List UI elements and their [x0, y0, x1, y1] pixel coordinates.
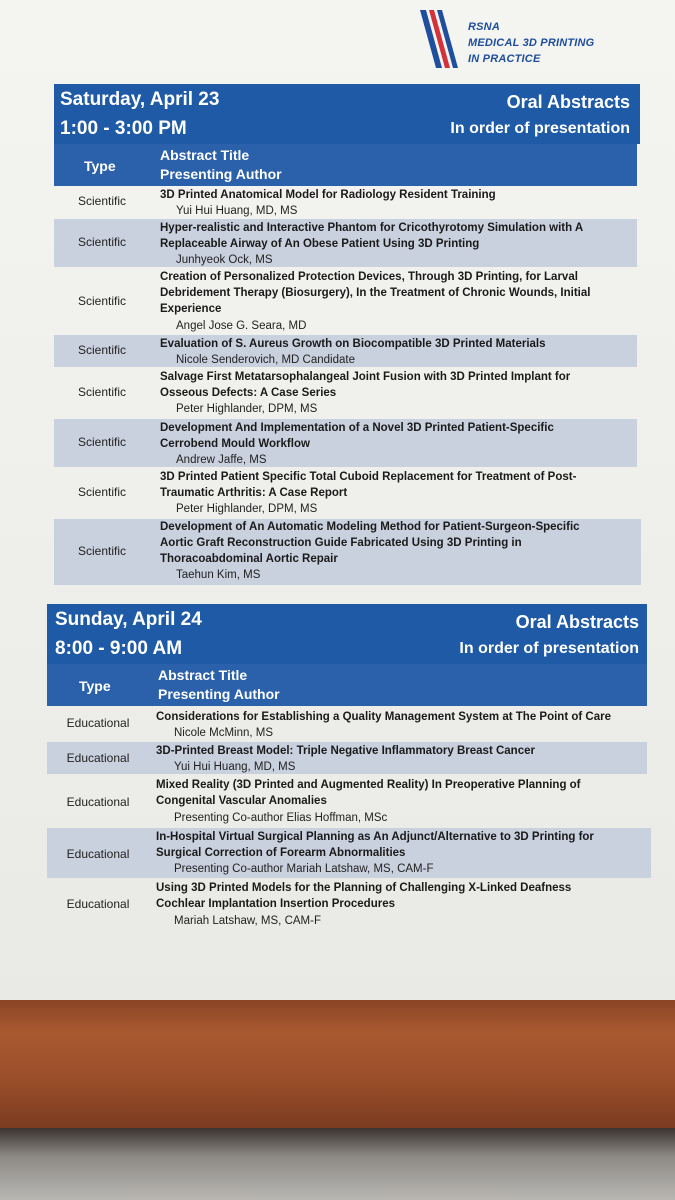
abstract-author: Junhyeok Ock, MS: [176, 254, 273, 266]
abstract-row: [47, 828, 651, 878]
session-banner: [47, 604, 647, 664]
abstract-title-line: Traumatic Arthritis: A Case Report: [160, 487, 348, 499]
abstract-row: [47, 775, 647, 827]
abstract-title-line: Mixed Reality (3D Printed and Augmented Reality) In Preoperative Planning of: [156, 779, 581, 791]
abstract-row: [54, 419, 637, 467]
header-type: Type: [79, 678, 111, 694]
abstract-title-line: Considerations for Establishing a Quality Management System at The Point of Care: [156, 711, 611, 723]
abstract-title-line: 3D Printed Anatomical Model for Radiology Resident Training: [160, 189, 496, 201]
abstract-title-line: Development And Implementation of a Novel 3D Printed Patient-Specific: [160, 422, 554, 434]
wooden-table: [0, 1000, 675, 1130]
abstract-row: [54, 468, 637, 518]
abstract-title-line: Cochlear Implantation Insertion Procedures: [156, 898, 395, 910]
abstract-title-line: 3D Printed Patient Specific Total Cuboid Replacement for Treatment of Post-: [160, 471, 577, 483]
rsna-logo: [418, 8, 668, 72]
abstract-author: Nicole McMinn, MS: [174, 727, 274, 739]
abstract-title-line: Experience: [160, 303, 222, 315]
abstract-type: Scientific: [77, 235, 127, 249]
abstract-author: Nicole Senderovich, MD Candidate: [176, 354, 355, 366]
logo-line-2: MEDICAL 3D PRINTING: [468, 37, 595, 49]
abstract-row: [54, 268, 637, 334]
abstract-row: [54, 219, 637, 267]
abstract-type: Scientific: [77, 343, 127, 357]
abstract-type: Educational: [66, 847, 130, 861]
abstract-title-line: Using 3D Printed Models for the Planning of Challenging X-Linked Deafness: [156, 882, 572, 894]
abstract-type: Educational: [66, 716, 130, 730]
abstract-row: [47, 879, 651, 931]
logo-line-3: IN PRACTICE: [468, 53, 541, 65]
abstract-title-line: In-Hospital Virtual Surgical Planning as An Adjunct/Alternative to 3D Printing for: [156, 831, 594, 843]
header-type: Type: [84, 158, 116, 174]
abstract-type: Scientific: [77, 485, 127, 499]
header-title: Abstract Title: [160, 147, 250, 163]
session-day: Sunday, April 24: [55, 609, 202, 630]
session-label: Oral Abstracts: [515, 612, 639, 632]
abstract-author: Yui Hui Huang, MD, MS: [174, 761, 296, 773]
abstract-title-line: Evaluation of S. Aureus Growth on Biocompatible 3D Printed Materials: [160, 338, 546, 350]
abstract-type: Scientific: [77, 435, 127, 449]
abstract-row: [47, 707, 647, 741]
abstract-title-line: Debridement Therapy (Biosurgery), In the Treatment of Chronic Wounds, Initial: [160, 287, 591, 299]
abstract-title-line: 3D-Printed Breast Model: Triple Negative Inflammatory Breast Cancer: [156, 745, 535, 757]
abstract-author: Peter Highlander, DPM, MS: [176, 503, 318, 515]
abstract-type: Scientific: [77, 294, 127, 308]
abstract-title-line: Aortic Graft Reconstruction Guide Fabricated Using 3D Printing in: [160, 537, 522, 549]
abstract-type: Scientific: [77, 544, 127, 558]
session-sublabel: In order of presentation: [459, 640, 639, 657]
abstract-type: Scientific: [77, 385, 127, 399]
abstract-title-line: Creation of Personalized Protection Devices, Through 3D Printing, for Larval: [160, 271, 578, 283]
session-label: Oral Abstracts: [506, 92, 630, 112]
abstract-author: Andrew Jaffe, MS: [176, 454, 267, 466]
abstract-title-line: Cerrobend Mould Workflow: [160, 438, 310, 450]
abstract-title-line: Salvage First Metatarsophalangeal Joint Fusion with 3D Printed Implant for: [160, 371, 571, 383]
abstract-author: Angel Jose G. Seara, MD: [176, 320, 307, 332]
abstract-title-line: Congenital Vascular Anomalies: [156, 795, 327, 807]
table-header: [47, 664, 647, 706]
header-title: Abstract Title: [158, 667, 248, 683]
abstract-title-line: Thoracoabdominal Aortic Repair: [160, 553, 338, 565]
session-sublabel: In order of presentation: [450, 120, 630, 137]
abstract-author: Peter Highlander, DPM, MS: [176, 403, 318, 415]
abstract-title-line: Surgical Correction of Forearm Abnormalities: [156, 847, 406, 859]
abstract-row: [54, 335, 637, 367]
abstract-type: Scientific: [77, 194, 127, 208]
abstract-author: Yui Hui Huang, MD, MS: [176, 205, 298, 217]
floor-background: [0, 1128, 675, 1200]
logo-line-1: RSNA: [468, 21, 500, 33]
abstract-type: Educational: [66, 751, 130, 765]
abstract-row: [54, 186, 637, 218]
abstract-author: Mariah Latshaw, MS, CAM-F: [174, 915, 321, 927]
abstract-author: Presenting Co-author Elias Hoffman, MSc: [174, 812, 388, 824]
session-banner: [54, 84, 640, 144]
abstract-author: Taehun Kim, MS: [176, 569, 261, 581]
abstract-author: Presenting Co-author Mariah Latshaw, MS, CAM-F: [174, 863, 434, 875]
session-time: 1:00 - 3:00 PM: [60, 118, 187, 139]
rsna-stripes-icon: [418, 8, 458, 70]
table-header: [54, 144, 637, 186]
abstract-row: [47, 742, 647, 774]
abstract-title-line: Development of An Automatic Modeling Method for Patient-Surgeon-Specific: [160, 521, 580, 533]
abstract-row: [54, 368, 637, 418]
session-day: Saturday, April 23: [60, 89, 220, 110]
header-author: Presenting Author: [158, 686, 280, 702]
abstract-title-line: Hyper-realistic and Interactive Phantom for Cricothyrotomy Simulation with A: [160, 222, 584, 234]
abstract-type: Educational: [66, 795, 130, 809]
session-time: 8:00 - 9:00 AM: [55, 638, 183, 659]
abstract-title-line: Replaceable Airway of An Obese Patient Using 3D Printing: [160, 238, 480, 250]
header-author: Presenting Author: [160, 166, 282, 182]
abstract-title-line: Osseous Defects: A Case Series: [160, 387, 337, 399]
abstract-row: [54, 519, 641, 585]
abstract-type: Educational: [66, 897, 130, 911]
